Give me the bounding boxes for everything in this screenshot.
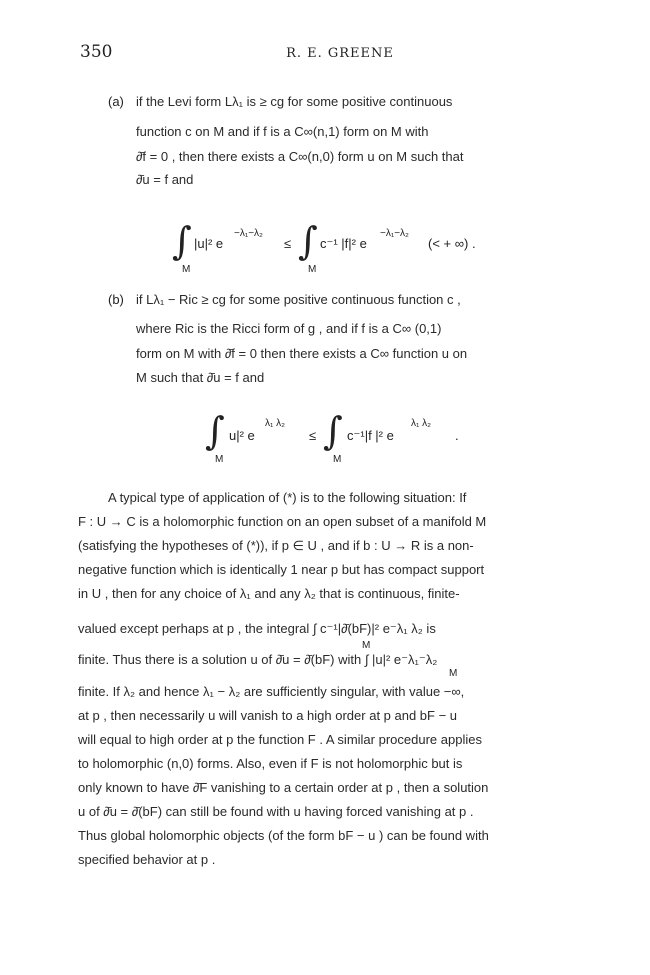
formula-b (205, 409, 485, 465)
page-header (80, 42, 600, 66)
para-line-6: valued except perhaps at p , the integral ∫ c⁻¹|∂̄(bF)|² e⁻λ₁ λ₂ is (78, 621, 436, 636)
para-line-11: to holomorphic (n,0) forms. Also, even if F is not holomorphic but is (78, 756, 463, 771)
formula-a-lhs-exp: −λ₁−λ₂ (234, 228, 263, 239)
para-line-14: Thus global holomorphic objects (of the form bF − u ) can be found with (78, 828, 489, 843)
item-b-label: (b) (108, 292, 124, 307)
formula-a (172, 219, 512, 275)
formula-a-lhs: |u|² e (194, 236, 224, 251)
item-b-line-4: M such that ∂̄u = f and (136, 370, 265, 385)
para-line-5: in U , then for any choice of λ₁ and any λ₂ that is continuous, finite- (78, 586, 460, 601)
item-a-line-3: ∂̄f = 0 , then there exists a C∞(n,0) form u on M such that (136, 149, 464, 164)
item-a-line-1: if the Levi form Lλ₁ is ≥ cg for some positive continuous (136, 94, 453, 109)
integral-sign: ∫ (172, 219, 192, 263)
integral-domain: M (182, 264, 191, 275)
formula-b-lhs-exp: λ₁ λ₂ (265, 418, 286, 429)
formula-a-rhs-exp: −λ₁−λ₂ (380, 228, 409, 239)
integral-domain: M (362, 640, 371, 651)
para-line-12: only known to have ∂̄F vanishing to a certain order at p , then a solution (78, 780, 489, 795)
para-line-7: finite. Thus there is a solution u of ∂̄u = ∂̄(bF) with ∫ |u|² e⁻λ₁⁻λ₂ (78, 652, 438, 667)
integral-domain: M (449, 668, 458, 679)
formula-b-relation: ≤ (309, 428, 317, 443)
para-line-4: negative function which is identically 1 near p but has compact support (78, 562, 485, 577)
item-a-line-4: ∂̄u = f and (136, 172, 194, 187)
integral-domain: M (215, 454, 224, 465)
formula-a-relation: ≤ (284, 236, 292, 251)
formula-a-tail: (< + ∞) . (428, 236, 476, 251)
integral-sign: ∫ (205, 409, 225, 453)
item-a-label: (a) (108, 94, 124, 109)
integral-domain: M (333, 454, 342, 465)
formula-b-rhs-exp: λ₁ λ₂ (411, 418, 432, 429)
formula-b-rhs: c⁻¹|f |² e (347, 428, 394, 443)
para-line-8: finite. If λ₂ and hence λ₁ − λ₂ are sufficiently singular, with value −∞, (78, 684, 465, 699)
para-line-10: will equal to high order at p the function F . A similar procedure applies (78, 732, 482, 747)
para-line-1: A typical type of application of (*) is to the following situation: If (108, 490, 467, 505)
item-a-line-2: function c on M and if f is a C∞(n,1) form on M with (136, 124, 429, 139)
page-number: 350 (80, 42, 113, 62)
para-line-2: F : U → C is a holomorphic function on an open subset of a manifold M (78, 514, 487, 529)
running-head: R. E. GREENE (286, 46, 394, 61)
formula-b-tail: . (455, 428, 459, 443)
formula-b-lhs: u|² e (229, 428, 255, 443)
item-b-line-1: if Lλ₁ − Ric ≥ cg for some positive continuous function c , (136, 292, 461, 307)
formula-a-rhs: c⁻¹ |f|² e (320, 236, 367, 251)
para-line-9: at p , then necessarily u will vanish to a high order at p and bF − u (78, 708, 458, 723)
para-line-13: u of ∂̄u = ∂̄(bF) can still be found with u having forced vanishing at p . (78, 804, 474, 819)
item-b-line-3: form on M with ∂̄f = 0 then there exists a C∞ function u on (136, 346, 468, 361)
integral-domain: M (308, 264, 317, 275)
para-line-3: (satisfying the hypotheses of (*)), if p ∈ U , and if b : U → R is a non- (78, 538, 474, 553)
integral-sign: ∫ (298, 219, 318, 263)
item-b-line-2: where Ric is the Ricci form of g , and if f is a C∞ (0,1) (136, 321, 442, 336)
para-line-15: specified behavior at p . (78, 852, 216, 867)
integral-sign: ∫ (323, 409, 343, 453)
